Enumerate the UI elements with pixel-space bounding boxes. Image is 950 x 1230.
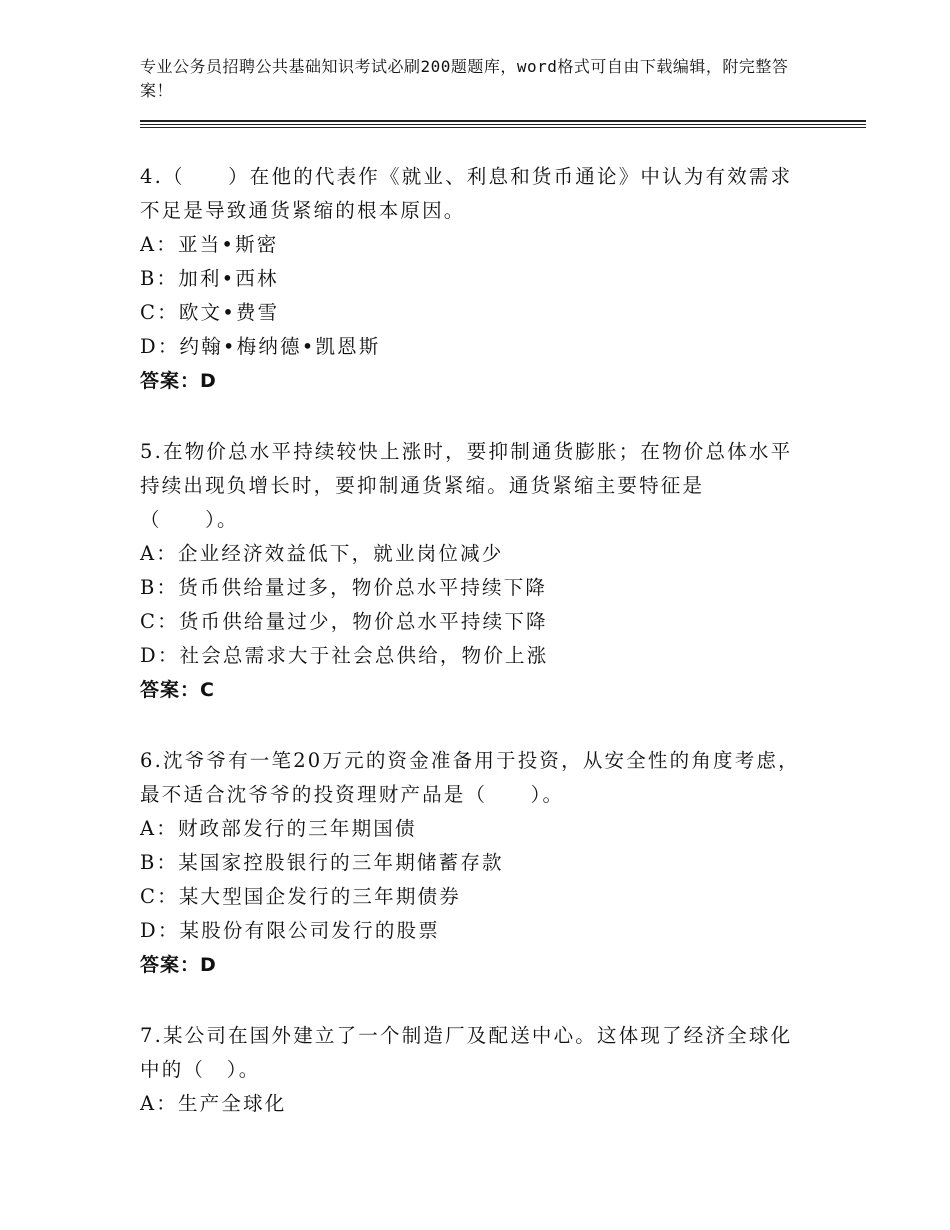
option-b: B：货币供给量过多，物价总水平持续下降 (140, 576, 548, 599)
option-c: C：欧文•费雪 (140, 301, 280, 324)
option-a: A：企业经济效益低下，就业岗位减少 (140, 542, 504, 565)
option-c: C：某大型国企发行的三年期债券 (140, 885, 461, 908)
question-stem-line: 5.在物价总水平持续较快上涨时，要抑制通货膨胀；在物价总体水平 (140, 440, 793, 463)
question-list (140, 160, 820, 1158)
option-a: A：亚当•斯密 (140, 233, 279, 256)
option-c: C：货币供给量过少，物价总水平持续下降 (140, 610, 548, 633)
question-4 (140, 160, 820, 398)
question-6 (140, 744, 820, 982)
question-stem-line: （ ）。 (140, 508, 239, 531)
page-header: 专业公务员招聘公共基础知识考试必刷200题题库，word格式可自由下载编辑，附完整答案！ (140, 57, 789, 100)
option-d: D：社会总需求大于社会总供给，物价上涨 (140, 644, 549, 667)
option-d: D：某股份有限公司发行的股票 (140, 919, 440, 942)
header-rule (140, 127, 866, 128)
option-d: D：约翰•梅纳德•凯恩斯 (140, 335, 381, 358)
option-b: B：某国家控股银行的三年期储蓄存款 (140, 851, 504, 874)
question-stem-line: 不足是导致通货紧缩的根本原因。 (140, 199, 466, 222)
question-stem-line: 6.沈爷爷有一笔20万元的资金准备用于投资，从安全性的角度考虑， (140, 749, 800, 772)
header-rule (140, 124, 866, 125)
answer: 答案：D (140, 370, 217, 392)
question-stem-line: 4.（ ）在他的代表作《就业、利息和货币通论》中认为有效需求 (140, 165, 793, 188)
answer: 答案：D (140, 954, 217, 976)
question-7 (140, 1019, 820, 1121)
question-stem-line: 7.某公司在国外建立了一个制造厂及配送中心。这体现了经济全球化 (140, 1024, 793, 1047)
option-b: B：加利•西林 (140, 267, 279, 290)
question-5 (140, 435, 820, 707)
question-stem-line: 持续出现负增长时，要抑制通货紧缩。通货紧缩主要特征是 (140, 474, 705, 497)
question-stem-line: 最不适合沈爷爷的投资理财产品是（ ）。 (140, 783, 565, 806)
header-rule (140, 120, 866, 122)
option-a: A：财政部发行的三年期国债 (140, 817, 417, 840)
option-a: A：生产全球化 (140, 1092, 287, 1115)
answer: 答案：C (140, 679, 215, 701)
question-stem-line: 中的（ ）。 (140, 1058, 261, 1081)
